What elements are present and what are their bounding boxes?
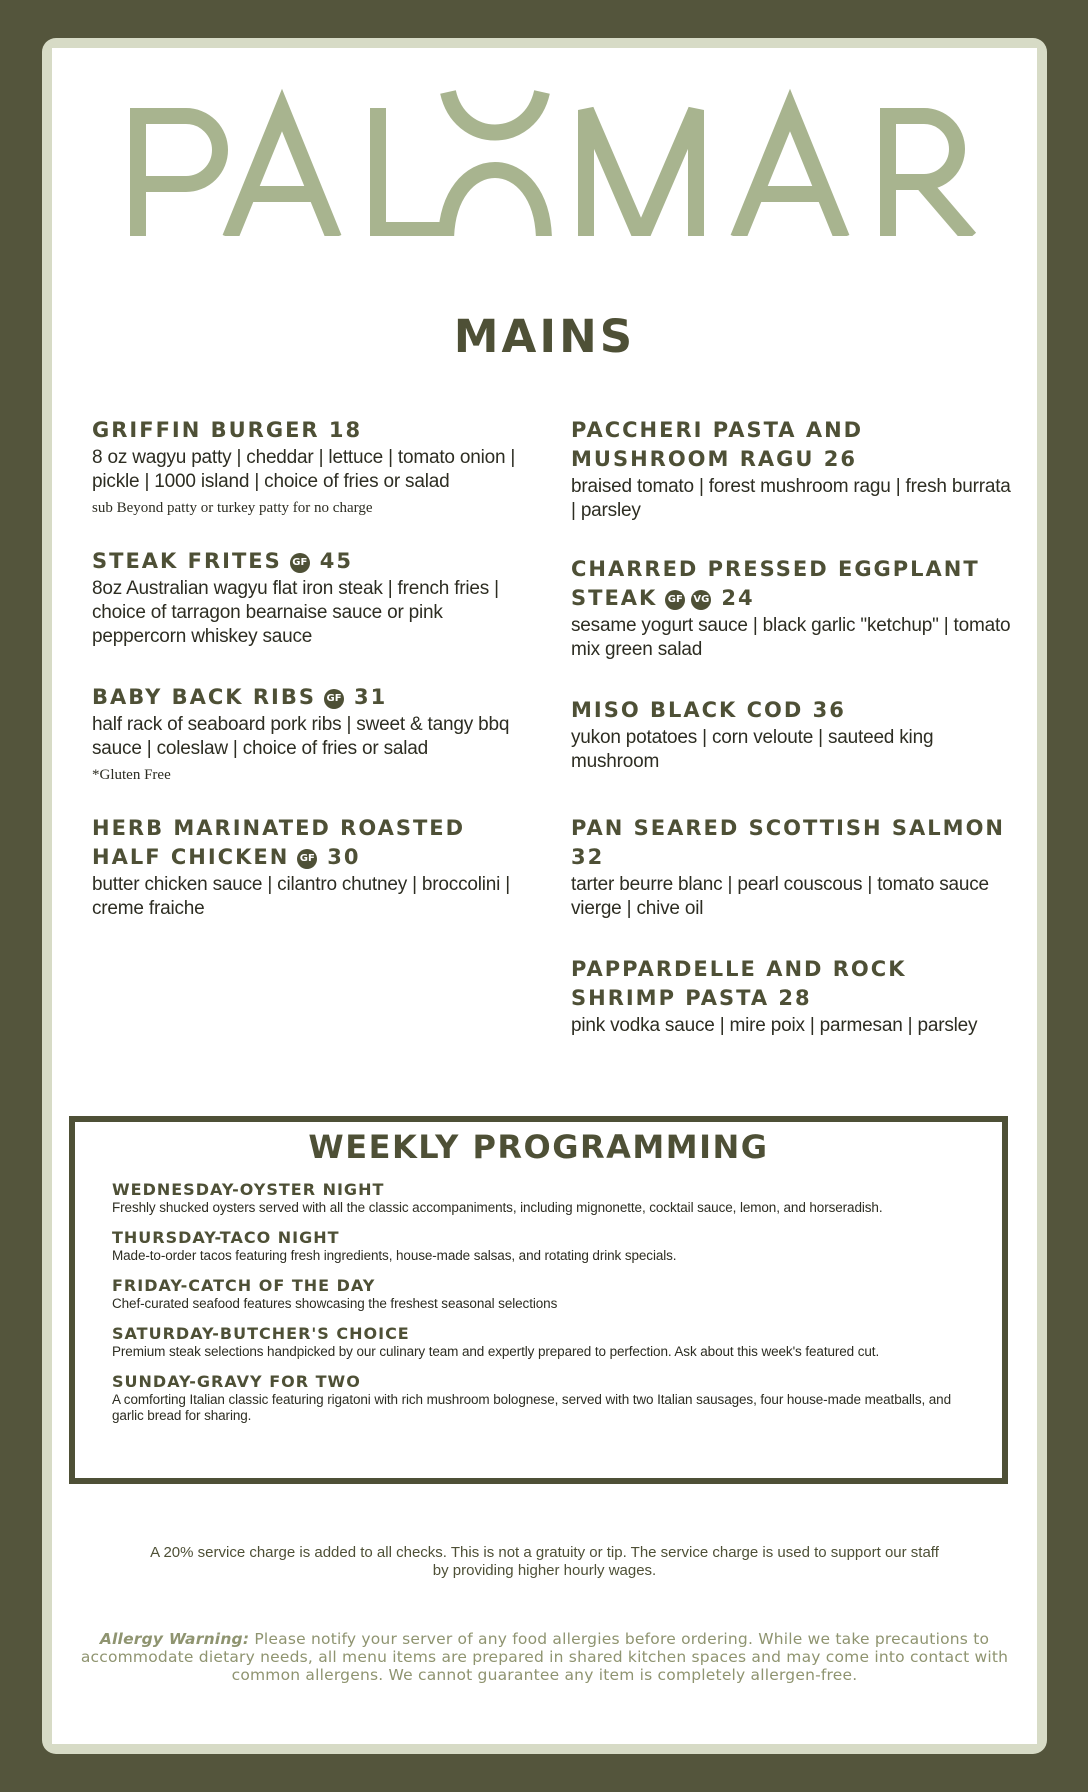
weekly-item-description: A comforting Italian classic featuring rigatoni with rich mushroom bolognese, served with two Italian sausages, four house-made meatballs, and garlic bread for sharing.	[112, 1392, 951, 1423]
weekly-item	[112, 1228, 972, 1264]
menu-item	[571, 814, 1011, 921]
allergy-warning-text: Please notify your server of any food allergies before ordering. While we take precautions to accommodate dietary needs, all menu items are prepared in shared kitchen spaces and may come into contact with common allergens. We cannot guarantee any item is completely allergen-free.	[80, 1630, 1009, 1684]
item-name	[571, 555, 1011, 613]
menu-item	[571, 555, 1011, 662]
item-description: braised tomato | forest mushroom ragu | fresh burrata | parsley	[571, 476, 1011, 521]
menu-item	[92, 814, 522, 921]
service-charge-note: A 20% service charge is added to all checks. This is not a gratuity or tip. The service charge is used to support our staff by providing higher hourly wages.	[150, 1544, 939, 1579]
item-note: sub Beyond patty or turkey patty for no charge	[92, 500, 373, 516]
vegan-icon: VG	[691, 590, 711, 610]
item-description: 8 oz wagyu patty | cheddar | lettuce | tomato onion | pickle | 1000 island | choice of fries or salad	[92, 447, 516, 492]
item-description: half rack of seaboard pork ribs | sweet & tangy bbq sauce | coleslaw | choice of fries or salad	[92, 714, 510, 759]
weekly-item-name: SATURDAY-BUTCHER'S CHOICE	[112, 1324, 410, 1343]
weekly-list	[112, 1180, 972, 1436]
weekly-item-description: Chef-curated seafood features showcasing the freshest seasonal selections	[112, 1296, 558, 1311]
weekly-item	[112, 1324, 972, 1360]
item-name	[92, 814, 522, 872]
item-name: PAPPARDELLE AND ROCK SHRIMP PASTA 28	[571, 957, 907, 1010]
weekly-programming-box	[69, 1116, 1008, 1484]
mains-right-column	[571, 416, 1011, 1038]
item-description: yukon potatoes | corn veloute | sauteed king mushroom	[571, 727, 934, 772]
menu-item	[571, 696, 1011, 774]
menu-page	[52, 48, 1037, 1744]
gluten-free-icon: GF	[290, 553, 310, 573]
weekly-title: WEEKLY PROGRAMMING	[308, 1128, 769, 1166]
weekly-item	[112, 1180, 972, 1216]
item-price: 30	[327, 845, 361, 869]
section-title: MAINS	[453, 310, 636, 363]
weekly-item-description: Premium steak selections handpicked by our culinary team and expertly prepared to perfection. Ask about this week's featured cut.	[112, 1344, 880, 1359]
item-description: 8oz Australian wagyu flat iron steak | french fries | choice of tarragon bearnaise sauce or pink peppercorn whiskey sauce	[92, 578, 499, 647]
weekly-item-name: WEDNESDAY-OYSTER NIGHT	[112, 1180, 385, 1199]
item-title: STEAK FRITES	[92, 549, 282, 573]
item-title: BABY BACK RIBS	[92, 685, 317, 709]
item-name: MISO BLACK COD 36	[571, 698, 846, 722]
weekly-item	[112, 1372, 972, 1424]
item-name: PAN SEARED SCOTTISH SALMON 32	[571, 816, 1006, 869]
weekly-item-name: THURSDAY-TACO NIGHT	[112, 1228, 340, 1247]
menu-item	[571, 955, 1011, 1038]
allergy-warning	[72, 1630, 1017, 1684]
item-name	[92, 683, 522, 712]
mains-left-column	[92, 416, 522, 921]
weekly-item-name: FRIDAY-CATCH OF THE DAY	[112, 1276, 376, 1295]
item-price: 45	[319, 549, 353, 573]
menu-item	[571, 416, 1011, 523]
item-description: pink vodka sauce | mire poix | parmesan | parsley	[571, 1015, 978, 1036]
item-price: 31	[354, 685, 388, 709]
weekly-item-name: SUNDAY-GRAVY FOR TWO	[112, 1372, 361, 1391]
item-note: *Gluten Free	[92, 767, 171, 783]
item-description: butter chicken sauce | cilantro chutney | broccolini | creme fraiche	[92, 874, 510, 919]
item-name	[92, 547, 522, 576]
item-description: tarter beurre blanc | pearl couscous | tomato sauce vierge | chive oil	[571, 874, 989, 919]
menu-item	[92, 547, 522, 649]
gluten-free-icon: GF	[665, 590, 685, 610]
weekly-item	[112, 1276, 972, 1312]
item-name: GRIFFIN BURGER 18	[92, 418, 363, 442]
palomar-logo	[130, 86, 984, 236]
item-description: sesame yogurt sauce | black garlic "ketchup" | tomato mix green salad	[571, 615, 1011, 660]
gluten-free-icon: GF	[324, 689, 344, 709]
gluten-free-icon: GF	[297, 849, 317, 869]
item-name: PACCHERI PASTA AND MUSHROOM RAGU 26	[571, 418, 864, 471]
menu-item	[92, 416, 522, 517]
item-title: HERB MARINATED ROASTED HALF CHICKEN	[92, 816, 466, 869]
item-title: CHARRED PRESSED EGGPLANT STEAK	[571, 557, 980, 610]
item-price: 24	[721, 586, 755, 610]
allergy-warning-label: Allergy Warning:	[99, 1630, 250, 1648]
weekly-item-description: Freshly shucked oysters served with all the classic accompaniments, including mignonette, cocktail sauce, lemon, and horseradish.	[112, 1200, 883, 1215]
weekly-item-description: Made-to-order tacos featuring fresh ingredients, house-made salsas, and rotating drink specials.	[112, 1248, 677, 1263]
menu-item	[92, 683, 522, 784]
